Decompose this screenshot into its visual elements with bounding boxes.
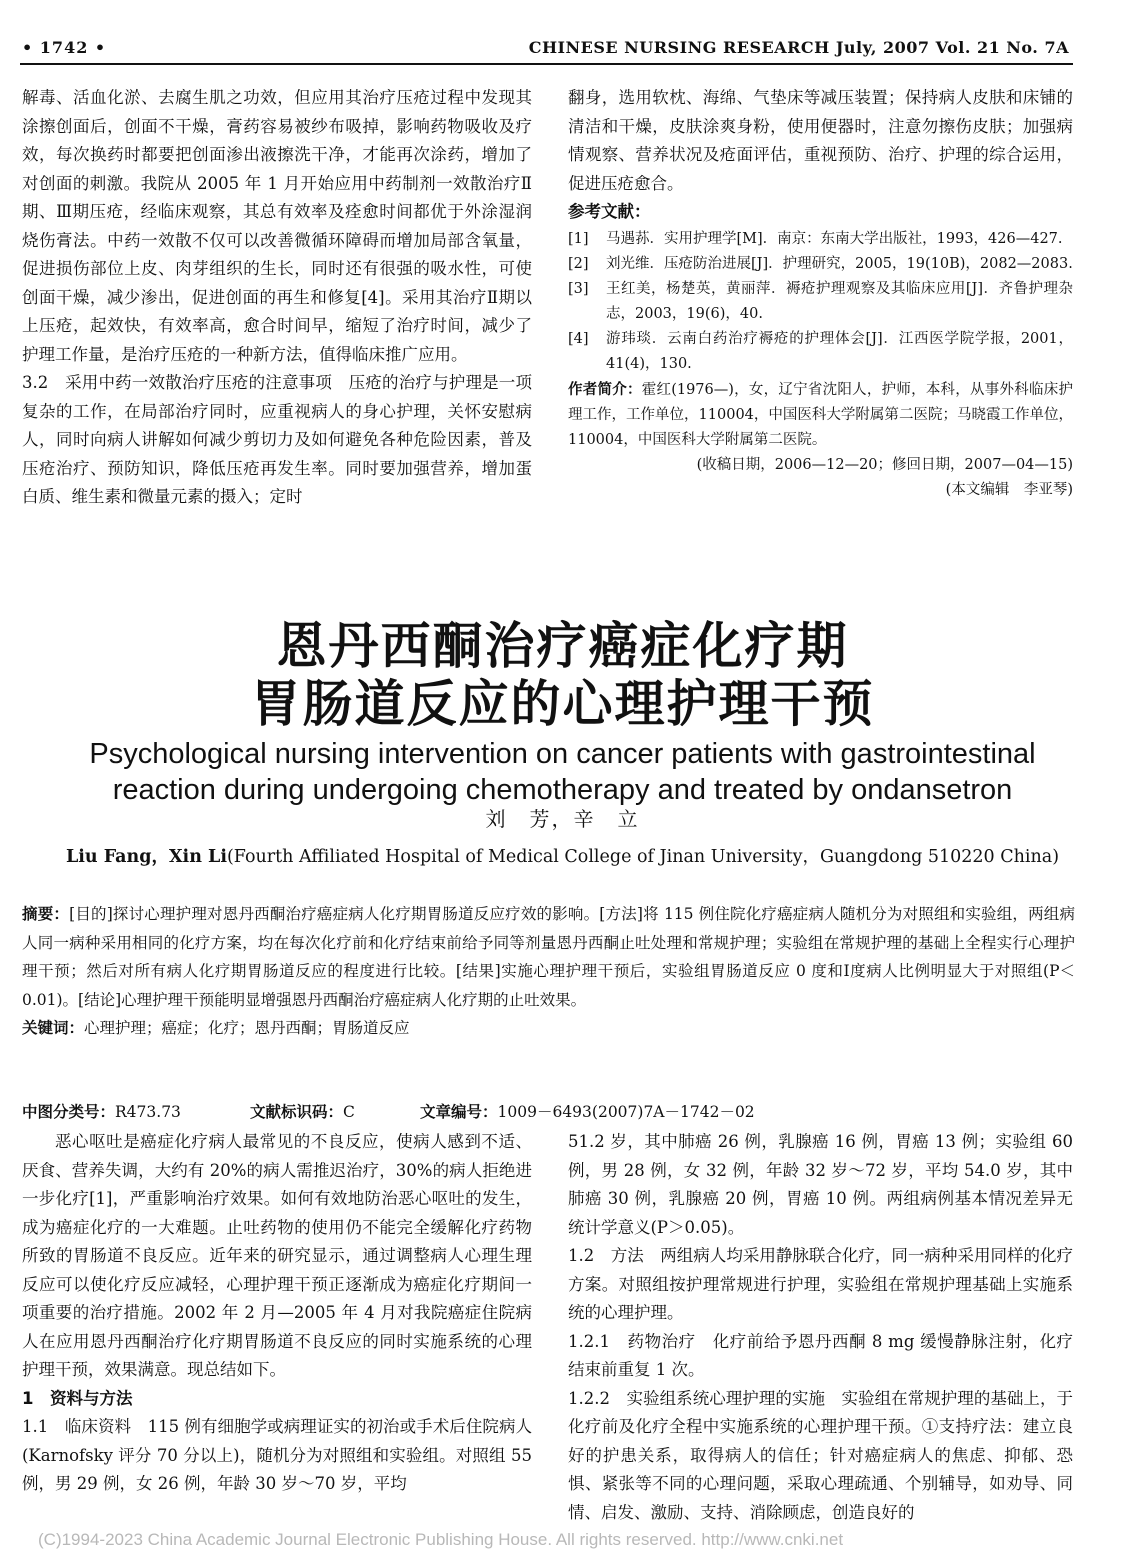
authors-en [0,843,1125,868]
author-info-text: 霍红(1976—)，女，辽宁省沈阳人，护师，本科，从事外科临床护理工作，工作单位，110004，中国医科大学附属第二医院；马晓霞工作单位，110004，中国医科大学附属第二医院。 [568,381,1073,448]
received-dates: (收稿日期，2006—12—20；修回日期，2007—04—15) [696,456,1073,473]
authors-cn: 刘 芳，辛 立 [485,807,640,831]
paragraph: 1.2.1 药物治疗 化疗前给予恩丹西酮 8 mg 缓慢静脉注射，化疗结束前重复 1 次。 [568,1331,1073,1379]
paragraph: 1.2.2 实验组系统心理护理的实施 实验组在常规护理的基础上，于化疗前及化疗全程中实施系统的心理护理干预。①支持疗法：建立良好的护患关系，取得病人的信任；针对癌症病人的焦虑、抑郁、恐惧、紧张等不同的心理问题，采取心理疏通、个别辅导，如劝导、同情、启发、激励、支持、消除顾虑，创造良好的 [568,1388,1073,1522]
title-cn-line1: 恩丹西酮治疗癌症化疗期 [276,617,849,675]
abstract-label: 摘要： [22,905,70,923]
author-info [568,377,1073,453]
references-title: 参考文献： [568,202,651,221]
reference-item [568,252,1073,277]
page-number: • 1742 • [22,38,107,57]
doc-code-label: 文献标识码： [250,1103,344,1121]
doc-code [250,1100,355,1122]
article-left-column [22,1128,532,1499]
section-heading: 1 资料与方法 [22,1388,133,1408]
reference-number: [1] [568,230,589,247]
copyright-watermark: (C)1994-2023 China Academic Journal Electronic Publishing House. All rights reserved. http://www.cnki.net [38,1530,844,1549]
reference-item [568,327,1073,377]
abstract [22,900,1075,1014]
reference-number: [4] [568,330,589,347]
article-right-column [568,1128,1073,1527]
prev-article-right-column [568,84,1073,503]
reference-item [568,277,1073,327]
clc-value: R473.73 [115,1103,181,1121]
journal-header: CHINESE NURSING RESEARCH July, 2007 Vol. 21 No. 7A [528,38,1069,57]
header-rule [20,63,1073,65]
abstract-text: [目的]探讨心理护理对恩丹西酮治疗癌症病人化疗期胃肠道反应疗效的影响。[方法]将 115 例住院化疗癌症病人随机分为对照组和实验组，两组病人同一病种采用相同的化疗方案，均在每次化疗前和化疗结束前给予同等剂量恩丹西酮止吐处理和常规护理；实验组在常规护理的基础上全程实行心理护理干预；然后对所有病人化疗期胃肠道反应的程度进行比较。[结果]实施心理护理干预后，实验组胃肠道反应 0 度和Ⅰ度病人比例明显大于对照组(P＜0.01)。[结论]心理护理干预能明显增强恩丹西酮治疗癌症病人化疗期的止吐效果。 [22,905,1075,1009]
reference-text: 刘光维．压疮防治进展[J]．护理研究，2005，19(10B)，2082—2083. [606,255,1073,272]
keywords-label: 关键词： [22,1019,85,1037]
keywords-text: 心理护理；癌症；化疗；恩丹西酮；胃肠道反应 [84,1019,410,1037]
reference-number: [3] [568,280,589,297]
authors-en-affiliation: (Fourth Affiliated Hospital of Medical College of Jinan University，Guangdong 510220 China) [226,847,1060,867]
paragraph: 解毒、活血化淤、去腐生肌之功效，但应用其治疗压疮过程中发现其涂擦创面后，创面不干燥，膏药容易被纱布吸掉，影响药物吸收及疗效，每次换药时都要把创面渗出液擦洗干净，才能再次涂药，增加了对创面的刺激。我院从 2005 年 1 月开始应用中药制剂一效散治疗Ⅱ期、Ⅲ期压疮，经临床观察，其总有效率及痊愈时间都优于外涂湿润烧伤膏法。中药一效散不仅可以改善微循环障碍而增加局部含氧量，促进损伤部位上皮、肉芽组织的生长，同时还有很强的吸水性，可使创面干燥，减少渗出，促进创面的再生和修复[4]。采用其治疗Ⅱ期以上压疮，起效快，有效率高，愈合时间早，缩短了治疗时间，减少了护理工作量，是治疗压疮的一种新方法，值得临床推广应用。 [22,88,532,364]
reference-text: 马遇荪．实用护理学[M]．南京：东南大学出版社，1993，426—427. [606,230,1063,247]
reference-text: 王红美，杨楚英，黄丽萍．褥疮护理观察及其临床应用[J]．齐鲁护理杂志，2003，19(6)，40. [606,280,1073,322]
clc-label: 中图分类号： [22,1103,116,1121]
article-number-label: 文章编号： [420,1103,498,1121]
author-info-label: 作者简介： [568,380,642,398]
paragraph: 1.2 方法 两组病人均采用静脉联合化疗，同一病种采用同样的化疗方案。对照组按护理常规进行护理，实验组在常规护理基础上实施系统的心理护理。 [568,1246,1073,1322]
article-number-value: 1009－6493(2007)7A－1742－02 [497,1103,755,1121]
paragraph: 51.2 岁，其中肺癌 26 例，乳腺癌 16 例，胃癌 13 例；实验组 60 例，男 28 例，女 32 例，年龄 32 岁～72 岁，平均 54.0 岁，其中肺癌 30 例，乳腺癌 20 例，胃癌 10 例。两组病例基本情况差异无统计学意义(P＞0.05)。 [568,1132,1073,1237]
title-cn-line2: 胃肠道反应的心理护理干预 [250,675,875,733]
abstract-block [22,900,1075,1043]
paragraph: 1.1 临床资料 115 例有细胞学或病理证实的初治或手术后住院病人(Karnofsky 评分 70 分以上)，随机分为对照组和实验组。对照组 55 例，男 29 例，女 26 例，年龄 30 岁～70 岁，平均 [22,1417,532,1493]
intro-paragraph: 恶心呕吐是癌症化疗病人最常见的不良反应，使病人感到不适、厌食、营养失调，大约有 20%的病人需推迟治疗，30%的病人拒绝进一步化疗[1]，严重影响治疗效果。如何有效地防治恶心呕吐的发生，成为癌症化疗的一大难题。止吐药物的使用仍不能完全缓解化疗药物所致的胃肠道不良反应。近年来的研究显示，通过调整病人心理生理反应可以使化疗反应减轻，心理护理干预正逐渐成为癌症化疗期间一项重要的治疗措施。2002 年 2 月—2005 年 4 月对我院癌症住院病人在应用恩丹西酮治疗化疗期胃肠道不良反应的同时实施系统的心理护理干预，效果满意。现总结如下。 [22,1132,532,1379]
reference-item [568,227,1073,252]
paragraph: 3.2 采用中药一效散治疗压疮的注意事项 压疮的治疗与护理是一项复杂的工作，在局部治疗同时，应重视病人的身心护理，关怀安慰病人，同时向病人讲解如何减少剪切力及如何避免各种危险因素，普及压疮治疗、预防知识，降低压疮再发生率。同时要加强营养，增加蛋白质、维生素和微量元素的摄入；定时 [22,373,532,506]
title-en-line1: Psychological nursing intervention on cancer patients with gastrointestinal [89,738,1036,770]
keywords [22,1014,1075,1043]
authors-en-names: Liu Fang，Xin Li [65,847,227,867]
doc-code-value: C [343,1103,355,1121]
paragraph: 翻身，选用软枕、海绵、气垫床等减压装置；保持病人皮肤和床铺的清洁和干燥，皮肤涂爽身粉，使用便器时，注意勿擦伤皮肤；加强病情观察、营养状况及疮面评估，重视预防、治疗、护理的综合运用，促进压疮愈合。 [568,88,1073,193]
clc [22,1100,181,1122]
editor-credit: (本文编辑 李亚琴) [945,481,1073,498]
reference-number: [2] [568,255,589,272]
prev-article-left-column [22,84,532,512]
reference-text: 游玮琰．云南白药治疗褥疮的护理体会[J]．江西医学院学报，2001，41(4)，130. [606,330,1073,372]
article-number [420,1100,755,1122]
title-en-line2: reaction during undergoing chemotherapy and treated by ondansetron [112,774,1013,806]
